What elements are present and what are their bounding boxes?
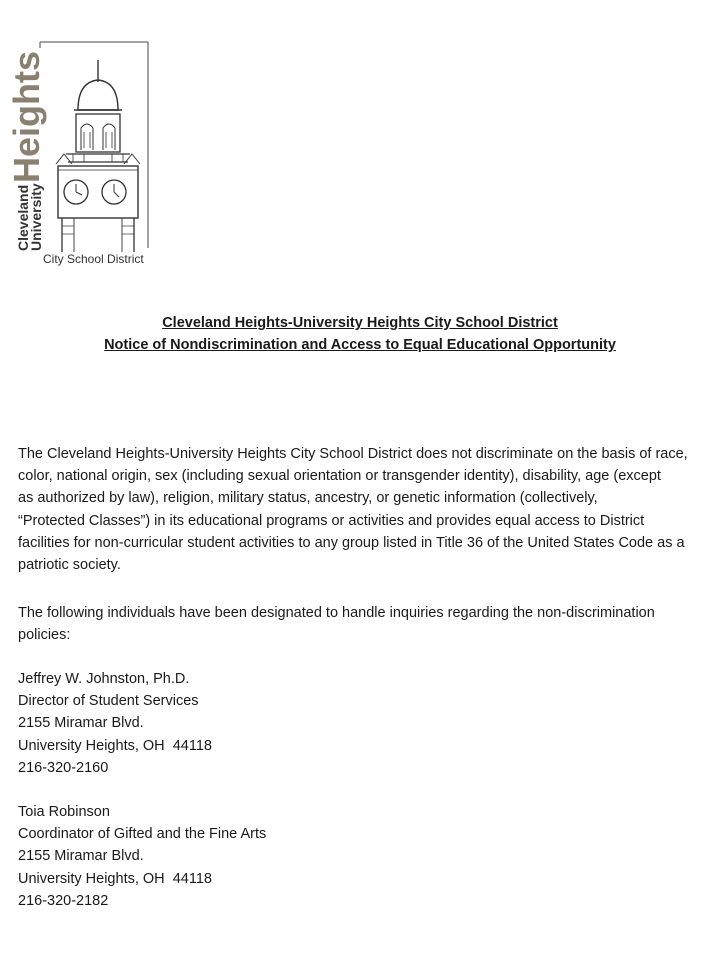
contact-title: Coordinator of Gifted and the Fine Arts xyxy=(18,826,267,843)
paragraph-line: “Protected Classes”) in its educational programs or activities and provides equal access to District xyxy=(18,512,645,529)
paragraph-line: policies: xyxy=(18,627,71,644)
contact-city: University Heights, OH 44118 xyxy=(18,870,212,887)
nondiscrimination-paragraph xyxy=(18,443,698,576)
contact-street: 2155 Miramar Blvd. xyxy=(18,848,144,865)
clock-tower-icon xyxy=(6,42,154,270)
paragraph-line: as authorized by law), religion, military status, ancestry, or genetic information (collectively, xyxy=(18,490,598,507)
notice-title-heading: Notice of Nondiscrimination and Access to Equal Educational Opportunity xyxy=(104,337,616,353)
contact-name: Toia Robinson xyxy=(18,804,110,820)
paragraph-line: color, national origin, sex (including sexual orientation or transgender identity), disability, age (except xyxy=(18,468,661,485)
notice-heading xyxy=(0,312,720,356)
logo-word-university: University xyxy=(28,183,44,251)
paragraph-line: facilities for non-curricular student activities to any group listed in Title 36 of the United States Code as a xyxy=(18,534,685,551)
paragraph-line: The Cleveland Heights-University Heights City School District does not discriminate on the basis of race, xyxy=(18,446,688,462)
paragraph-line: The following individuals have been designated to handle inquiries regarding the non-discrimination xyxy=(18,605,655,621)
contact-name: Jeffrey W. Johnston, Ph.D. xyxy=(18,671,190,687)
contact-street: 2155 Miramar Blvd. xyxy=(18,715,144,732)
contact-phone: 216-320-2182 xyxy=(18,892,109,909)
contact-block xyxy=(18,801,698,912)
paragraph-line: patriotic society. xyxy=(18,557,121,574)
logo-caption: City School District xyxy=(43,252,144,266)
designated-individuals-paragraph xyxy=(18,602,698,646)
logo-word-cleveland: Cleveland xyxy=(15,184,31,251)
contact-phone: 216-320-2160 xyxy=(18,759,109,776)
contact-title: Director of Student Services xyxy=(18,693,199,710)
logo-word-heights: Heights xyxy=(6,50,47,183)
district-name-heading: Cleveland Heights-University Heights City School District xyxy=(162,315,558,331)
district-logo xyxy=(6,42,154,270)
contact-block xyxy=(18,668,698,779)
contact-city: University Heights, OH 44118 xyxy=(18,737,212,754)
